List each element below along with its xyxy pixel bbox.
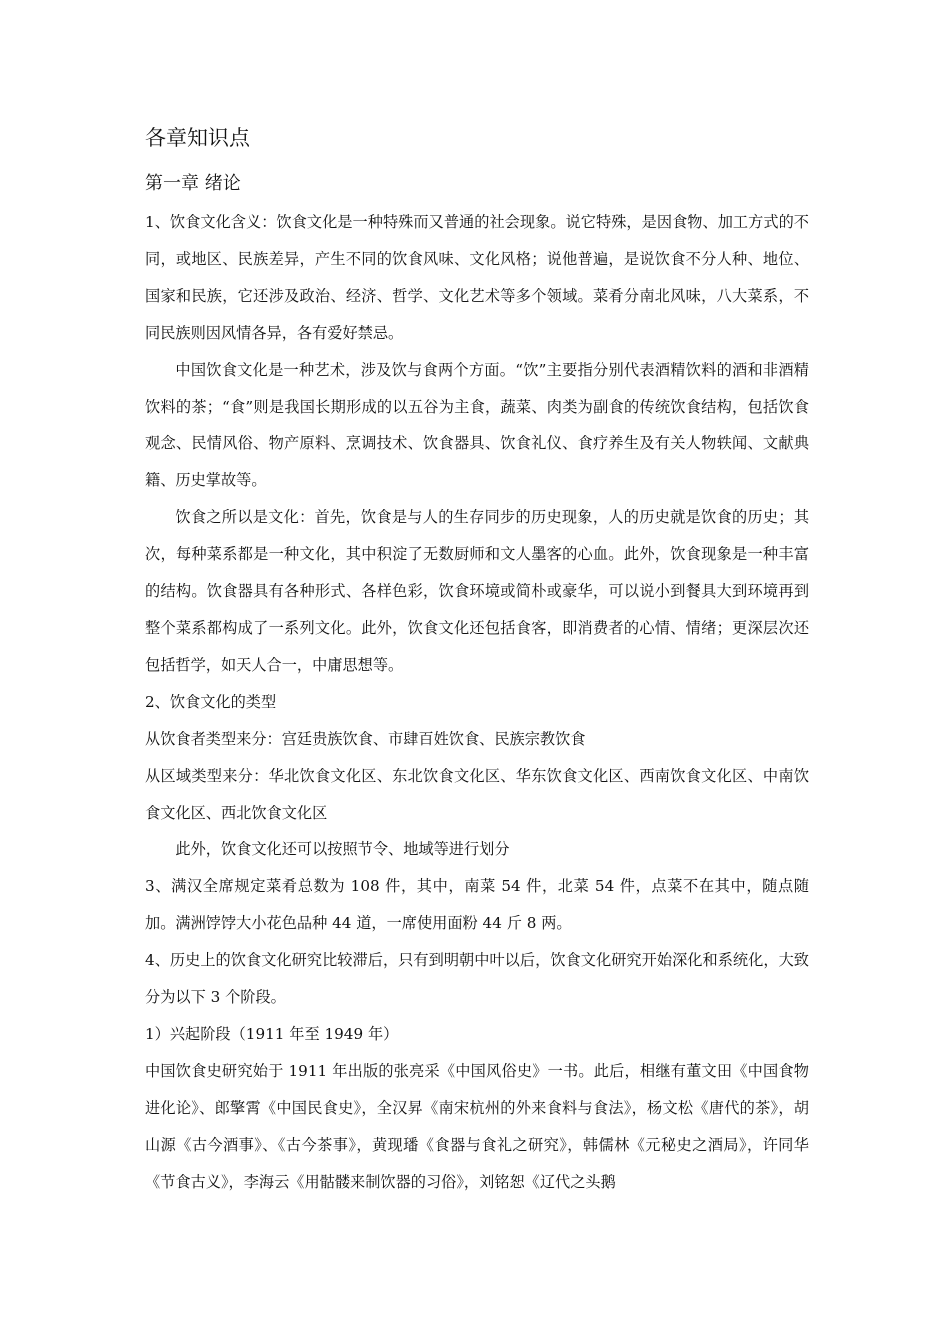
document-title: 各章知识点: [145, 126, 250, 150]
paragraph-definition: 1、饮食文化含义：饮食文化是一种特殊而又普通的社会现象。说它特殊，是因食物、加工方式的不同，或地区、民族差异，产生不同的饮食风味、文化风格；说他普遍，是说饮食不分人种、地位、国家和民族，它还涉及政治、经济、哲学、文化艺术等多个领域。菜肴分南北风味，八大菜系，不同民族则因风情各异，各有爱好禁忌。: [145, 213, 809, 342]
paragraph-research-origin: 中国饮食史研究始于 1911 年出版的张亮采《中国风俗史》一书。此后，相继有董文田《中国食物进化论》、郎擎霄《中国民食史》，全汉昇《南宋杭州的外来食料与食法》，杨文松《唐代的茶》，胡山源《古今酒事》、《古今茶事》，黄现璠《食器与食礼之研究》，韩儒林《元秘史之酒局》，许同华《节食古义》，李海云《用骷髅来制饮器的习俗》，刘铭恕《辽代之头鹅: [145, 1061, 809, 1191]
paragraph-region-types: 从区域类型来分：华北饮食文化区、东北饮食文化区、华东饮食文化区、西南饮食文化区、中南饮食文化区、西北饮食文化区: [145, 766, 809, 822]
chapter-heading: 第一章 绪论: [145, 173, 241, 194]
paragraph-manhan-banquet: 3、满汉全席规定菜肴总数为 108 件，其中，南菜 54 件，北菜 54 件，点菜不在其中，随点随加。满洲饽饽大小花色品种 44 道，一席使用面粉 44 斤 8 两。: [145, 877, 809, 933]
paragraph-research-history: 4、历史上的饮食文化研究比较滞后，只有到明朝中叶以后，饮食文化研究开始深化和系统化，大致分为以下 3 个阶段。: [145, 951, 809, 1007]
paragraph-art: 中国饮食文化是一种艺术，涉及饮与食两个方面。“饮”主要指分别代表酒精饮料的酒和非酒精饮料的茶；“食”则是我国长期形成的以五谷为主食，蔬菜、肉类为副食的传统饮食结构，包括饮食观念、民情风俗、物产原料、烹调技术、饮食器具、饮食礼仪、食疗养生及有关人物轶闻、文献典籍、历史掌故等。: [145, 360, 809, 490]
stage-heading-rise: 1）兴起阶段（1911 年至 1949 年）: [145, 1024, 399, 1043]
paragraph-diner-types: 从饮食者类型来分：宫廷贵族饮食、市肆百姓饮食、民族宗教饮食: [145, 729, 586, 748]
document-body: [145, 204, 809, 1200]
paragraph-other-classification: 此外，饮食文化还可以按照节令、地域等进行划分: [175, 840, 510, 859]
paragraph-culture: 饮食之所以是文化：首先，饮食是与人的生存同步的历史现象，人的历史就是饮食的历史；其次，每种菜系都是一种文化，其中积淀了无数厨师和文人墨客的心血。此外，饮食现象是一种丰富的结构。饮食器具有各种形式、各样色彩，饮食环境或简朴或豪华，可以说小到餐具大到环境再到整个菜系都构成了一系列文化。此外，饮食文化还包括食客，即消费者的心情、情绪；更深层次还包括哲学，如天人合一，中庸思想等。: [145, 508, 809, 674]
section-heading-types: 2、饮食文化的类型: [145, 692, 277, 711]
